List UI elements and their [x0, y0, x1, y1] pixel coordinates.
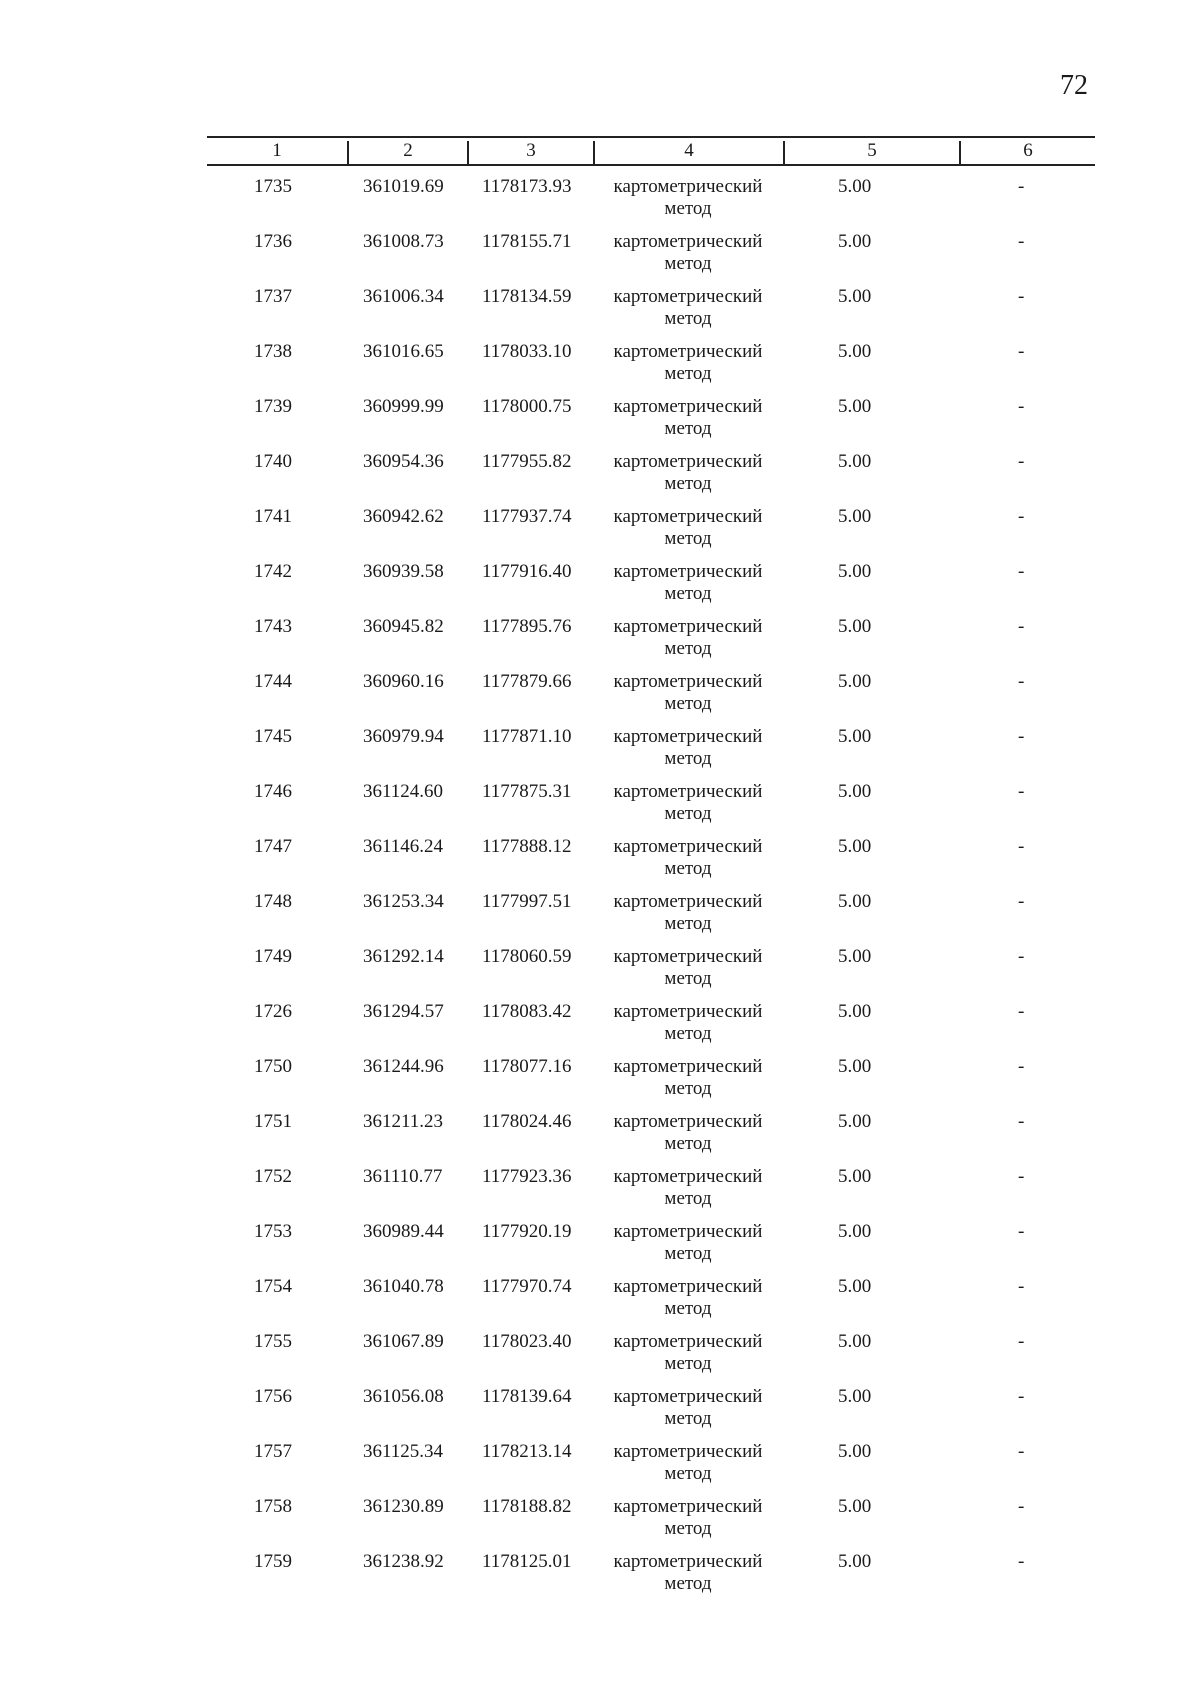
- method-line-2: метод: [664, 1023, 712, 1044]
- y-coordinate-cell: 1177955.82: [482, 451, 572, 472]
- table-row: [0, 726, 1200, 781]
- method-line-1: картометрический: [613, 1441, 763, 1462]
- point-id-cell: 1745: [254, 726, 292, 747]
- table-row: [0, 781, 1200, 836]
- method-line-2: метод: [664, 1463, 712, 1484]
- table-header: [207, 136, 1095, 166]
- x-coordinate-cell: 361294.57: [363, 1001, 444, 1022]
- note-cell: -: [1018, 231, 1025, 252]
- column-header-3: 3: [526, 140, 536, 161]
- y-coordinate-cell: 1178024.46: [482, 1111, 572, 1132]
- note-cell: -: [1018, 1496, 1025, 1517]
- accuracy-cell: 5.00: [838, 1166, 872, 1187]
- note-cell: -: [1018, 1441, 1025, 1462]
- method-line-2: метод: [664, 253, 712, 274]
- method-line-2: метод: [664, 913, 712, 934]
- table-row: [0, 561, 1200, 616]
- method-line-2: метод: [664, 1188, 712, 1209]
- method-line-1: картометрический: [613, 1386, 763, 1407]
- point-id-cell: 1749: [254, 946, 292, 967]
- point-id-cell: 1735: [254, 176, 292, 197]
- y-coordinate-cell: 1178033.10: [482, 341, 572, 362]
- method-cell: [602, 671, 774, 715]
- x-coordinate-cell: 361125.34: [363, 1441, 444, 1462]
- point-id-cell: 1753: [254, 1221, 292, 1242]
- method-line-1: картометрический: [613, 1331, 763, 1352]
- method-line-1: картометрический: [613, 1166, 763, 1187]
- note-cell: -: [1018, 836, 1025, 857]
- table-row: [0, 1111, 1200, 1166]
- method-cell: [602, 781, 774, 825]
- y-coordinate-cell: 1178155.71: [482, 231, 572, 252]
- method-line-1: картометрический: [613, 561, 763, 582]
- column-header-1: 1: [272, 140, 282, 161]
- x-coordinate-cell: 361008.73: [363, 231, 444, 252]
- method-cell: [602, 176, 774, 220]
- accuracy-cell: 5.00: [838, 341, 872, 362]
- method-line-2: метод: [664, 473, 712, 494]
- method-line-2: метод: [664, 1078, 712, 1099]
- table-row: [0, 1276, 1200, 1331]
- column-header-4: 4: [684, 140, 694, 161]
- method-line-1: картометрический: [613, 1551, 763, 1572]
- x-coordinate-cell: 360960.16: [363, 671, 444, 692]
- accuracy-cell: 5.00: [838, 1276, 872, 1297]
- accuracy-cell: 5.00: [838, 726, 872, 747]
- point-id-cell: 1736: [254, 231, 292, 252]
- method-line-1: картометрический: [613, 1276, 763, 1297]
- table-row: [0, 1056, 1200, 1111]
- y-coordinate-cell: 1178188.82: [482, 1496, 572, 1517]
- table-row: [0, 231, 1200, 286]
- method-line-2: метод: [664, 1573, 712, 1594]
- note-cell: -: [1018, 1001, 1025, 1022]
- table-row: [0, 451, 1200, 506]
- y-coordinate-cell: 1177888.12: [482, 836, 572, 857]
- method-cell: [602, 286, 774, 330]
- accuracy-cell: 5.00: [838, 1001, 872, 1022]
- y-coordinate-cell: 1177937.74: [482, 506, 572, 527]
- method-line-1: картометрический: [613, 286, 763, 307]
- x-coordinate-cell: 360989.44: [363, 1221, 444, 1242]
- accuracy-cell: 5.00: [838, 836, 872, 857]
- accuracy-cell: 5.00: [838, 561, 872, 582]
- point-id-cell: 1726: [254, 1001, 292, 1022]
- method-cell: [602, 1496, 774, 1540]
- y-coordinate-cell: 1178213.14: [482, 1441, 572, 1462]
- x-coordinate-cell: 361016.65: [363, 341, 444, 362]
- header-divider: [467, 141, 469, 164]
- method-line-1: картометрический: [613, 946, 763, 967]
- y-coordinate-cell: 1178060.59: [482, 946, 572, 967]
- table-row: [0, 1551, 1200, 1606]
- note-cell: -: [1018, 1221, 1025, 1242]
- method-line-1: картометрический: [613, 451, 763, 472]
- point-id-cell: 1758: [254, 1496, 292, 1517]
- point-id-cell: 1744: [254, 671, 292, 692]
- point-id-cell: 1750: [254, 1056, 292, 1077]
- method-line-2: метод: [664, 803, 712, 824]
- table-row: [0, 671, 1200, 726]
- x-coordinate-cell: 361230.89: [363, 1496, 444, 1517]
- method-line-1: картометрический: [613, 1056, 763, 1077]
- note-cell: -: [1018, 781, 1025, 802]
- method-line-1: картометрический: [613, 1221, 763, 1242]
- method-cell: [602, 396, 774, 440]
- method-line-2: метод: [664, 583, 712, 604]
- note-cell: -: [1018, 451, 1025, 472]
- table-row: [0, 506, 1200, 561]
- point-id-cell: 1756: [254, 1386, 292, 1407]
- accuracy-cell: 5.00: [838, 506, 872, 527]
- accuracy-cell: 5.00: [838, 1056, 872, 1077]
- method-cell: [602, 451, 774, 495]
- method-cell: [602, 1056, 774, 1100]
- x-coordinate-cell: 360999.99: [363, 396, 444, 417]
- method-line-2: метод: [664, 1243, 712, 1264]
- note-cell: -: [1018, 1056, 1025, 1077]
- note-cell: -: [1018, 726, 1025, 747]
- method-line-1: картометрический: [613, 891, 763, 912]
- x-coordinate-cell: 361019.69: [363, 176, 444, 197]
- method-line-1: картометрический: [613, 341, 763, 362]
- table-row: [0, 1221, 1200, 1276]
- point-id-cell: 1741: [254, 506, 292, 527]
- method-cell: [602, 1111, 774, 1155]
- accuracy-cell: 5.00: [838, 946, 872, 967]
- x-coordinate-cell: 361040.78: [363, 1276, 444, 1297]
- note-cell: -: [1018, 1551, 1025, 1572]
- method-line-1: картометрический: [613, 836, 763, 857]
- table-row: [0, 1441, 1200, 1496]
- x-coordinate-cell: 360942.62: [363, 506, 444, 527]
- method-line-2: метод: [664, 1408, 712, 1429]
- note-cell: -: [1018, 1331, 1025, 1352]
- note-cell: -: [1018, 561, 1025, 582]
- table-row: [0, 1496, 1200, 1551]
- method-line-1: картометрический: [613, 506, 763, 527]
- table-body: [0, 176, 1200, 1606]
- y-coordinate-cell: 1177916.40: [482, 561, 572, 582]
- note-cell: -: [1018, 946, 1025, 967]
- accuracy-cell: 5.00: [838, 286, 872, 307]
- table-row: [0, 616, 1200, 671]
- method-line-2: метод: [664, 968, 712, 989]
- accuracy-cell: 5.00: [838, 396, 872, 417]
- method-line-2: метод: [664, 198, 712, 219]
- accuracy-cell: 5.00: [838, 671, 872, 692]
- x-coordinate-cell: 361211.23: [363, 1111, 444, 1132]
- point-id-cell: 1747: [254, 836, 292, 857]
- point-id-cell: 1740: [254, 451, 292, 472]
- method-cell: [602, 341, 774, 385]
- table-row: [0, 891, 1200, 946]
- method-line-2: метод: [664, 1133, 712, 1154]
- accuracy-cell: 5.00: [838, 231, 872, 252]
- note-cell: -: [1018, 286, 1025, 307]
- column-header-6: 6: [1023, 140, 1033, 161]
- note-cell: -: [1018, 616, 1025, 637]
- accuracy-cell: 5.00: [838, 176, 872, 197]
- x-coordinate-cell: 361253.34: [363, 891, 444, 912]
- method-line-1: картометрический: [613, 176, 763, 197]
- accuracy-cell: 5.00: [838, 1386, 872, 1407]
- y-coordinate-cell: 1178134.59: [482, 286, 572, 307]
- point-id-cell: 1751: [254, 1111, 292, 1132]
- method-line-2: метод: [664, 858, 712, 879]
- x-coordinate-cell: 361292.14: [363, 946, 444, 967]
- note-cell: -: [1018, 176, 1025, 197]
- method-line-2: метод: [664, 418, 712, 439]
- point-id-cell: 1739: [254, 396, 292, 417]
- table-row: [0, 176, 1200, 231]
- method-line-1: картометрический: [613, 1001, 763, 1022]
- method-cell: [602, 891, 774, 935]
- method-cell: [602, 1386, 774, 1430]
- table-row: [0, 1166, 1200, 1221]
- point-id-cell: 1743: [254, 616, 292, 637]
- note-cell: -: [1018, 341, 1025, 362]
- method-cell: [602, 836, 774, 880]
- method-cell: [602, 1441, 774, 1485]
- x-coordinate-cell: 360954.36: [363, 451, 444, 472]
- point-id-cell: 1738: [254, 341, 292, 362]
- table-row: [0, 1001, 1200, 1056]
- x-coordinate-cell: 361067.89: [363, 1331, 444, 1352]
- point-id-cell: 1755: [254, 1331, 292, 1352]
- method-line-1: картометрический: [613, 781, 763, 802]
- method-line-1: картометрический: [613, 396, 763, 417]
- table-row: [0, 341, 1200, 396]
- accuracy-cell: 5.00: [838, 451, 872, 472]
- point-id-cell: 1757: [254, 1441, 292, 1462]
- point-id-cell: 1759: [254, 1551, 292, 1572]
- method-line-2: метод: [664, 363, 712, 384]
- method-cell: [602, 616, 774, 660]
- accuracy-cell: 5.00: [838, 1496, 872, 1517]
- note-cell: -: [1018, 1111, 1025, 1132]
- y-coordinate-cell: 1177970.74: [482, 1276, 572, 1297]
- point-id-cell: 1742: [254, 561, 292, 582]
- method-cell: [602, 1166, 774, 1210]
- accuracy-cell: 5.00: [838, 1331, 872, 1352]
- point-id-cell: 1754: [254, 1276, 292, 1297]
- note-cell: -: [1018, 1166, 1025, 1187]
- method-cell: [602, 946, 774, 990]
- x-coordinate-cell: 360979.94: [363, 726, 444, 747]
- method-cell: [602, 561, 774, 605]
- method-cell: [602, 1331, 774, 1375]
- accuracy-cell: 5.00: [838, 1551, 872, 1572]
- table-row: [0, 396, 1200, 451]
- accuracy-cell: 5.00: [838, 616, 872, 637]
- method-line-2: метод: [664, 638, 712, 659]
- point-id-cell: 1752: [254, 1166, 292, 1187]
- table-row: [0, 286, 1200, 341]
- y-coordinate-cell: 1178125.01: [482, 1551, 572, 1572]
- y-coordinate-cell: 1177895.76: [482, 616, 572, 637]
- x-coordinate-cell: 361146.24: [363, 836, 444, 857]
- method-cell: [602, 1276, 774, 1320]
- method-line-1: картометрический: [613, 231, 763, 252]
- column-header-5: 5: [867, 140, 877, 161]
- accuracy-cell: 5.00: [838, 1441, 872, 1462]
- y-coordinate-cell: 1177879.66: [482, 671, 572, 692]
- y-coordinate-cell: 1178000.75: [482, 396, 572, 417]
- method-line-2: метод: [664, 693, 712, 714]
- y-coordinate-cell: 1177920.19: [482, 1221, 572, 1242]
- y-coordinate-cell: 1177923.36: [482, 1166, 572, 1187]
- y-coordinate-cell: 1178173.93: [482, 176, 572, 197]
- header-divider: [783, 141, 785, 164]
- y-coordinate-cell: 1178077.16: [482, 1056, 572, 1077]
- header-divider: [959, 141, 961, 164]
- x-coordinate-cell: 361244.96: [363, 1056, 444, 1077]
- method-cell: [602, 726, 774, 770]
- method-line-2: метод: [664, 748, 712, 769]
- method-cell: [602, 1001, 774, 1045]
- header-divider: [593, 141, 595, 164]
- accuracy-cell: 5.00: [838, 781, 872, 802]
- x-coordinate-cell: 361110.77: [363, 1166, 443, 1187]
- accuracy-cell: 5.00: [838, 1111, 872, 1132]
- accuracy-cell: 5.00: [838, 1221, 872, 1242]
- table-row: [0, 836, 1200, 891]
- point-id-cell: 1746: [254, 781, 292, 802]
- method-line-1: картометрический: [613, 616, 763, 637]
- method-line-2: метод: [664, 308, 712, 329]
- method-cell: [602, 1221, 774, 1265]
- method-line-1: картометрический: [613, 671, 763, 692]
- x-coordinate-cell: 360939.58: [363, 561, 444, 582]
- y-coordinate-cell: 1177997.51: [482, 891, 572, 912]
- y-coordinate-cell: 1178083.42: [482, 1001, 572, 1022]
- y-coordinate-cell: 1177871.10: [482, 726, 572, 747]
- page-number: 72: [1060, 70, 1088, 101]
- point-id-cell: 1748: [254, 891, 292, 912]
- method-line-1: картометрический: [613, 1496, 763, 1517]
- point-id-cell: 1737: [254, 286, 292, 307]
- header-divider: [347, 141, 349, 164]
- x-coordinate-cell: 361238.92: [363, 1551, 444, 1572]
- accuracy-cell: 5.00: [838, 891, 872, 912]
- x-coordinate-cell: 361006.34: [363, 286, 444, 307]
- method-line-2: метод: [664, 1353, 712, 1374]
- column-header-2: 2: [403, 140, 413, 161]
- note-cell: -: [1018, 1386, 1025, 1407]
- x-coordinate-cell: 360945.82: [363, 616, 444, 637]
- y-coordinate-cell: 1177875.31: [482, 781, 572, 802]
- method-line-1: картометрический: [613, 726, 763, 747]
- note-cell: -: [1018, 671, 1025, 692]
- method-cell: [602, 231, 774, 275]
- x-coordinate-cell: 361056.08: [363, 1386, 444, 1407]
- table-row: [0, 1386, 1200, 1441]
- table-row: [0, 946, 1200, 1001]
- method-line-2: метод: [664, 528, 712, 549]
- y-coordinate-cell: 1178023.40: [482, 1331, 572, 1352]
- method-line-1: картометрический: [613, 1111, 763, 1132]
- method-line-2: метод: [664, 1518, 712, 1539]
- method-cell: [602, 506, 774, 550]
- y-coordinate-cell: 1178139.64: [482, 1386, 572, 1407]
- method-cell: [602, 1551, 774, 1595]
- table-row: [0, 1331, 1200, 1386]
- note-cell: -: [1018, 506, 1025, 527]
- x-coordinate-cell: 361124.60: [363, 781, 444, 802]
- note-cell: -: [1018, 1276, 1025, 1297]
- method-line-2: метод: [664, 1298, 712, 1319]
- note-cell: -: [1018, 891, 1025, 912]
- note-cell: -: [1018, 396, 1025, 417]
